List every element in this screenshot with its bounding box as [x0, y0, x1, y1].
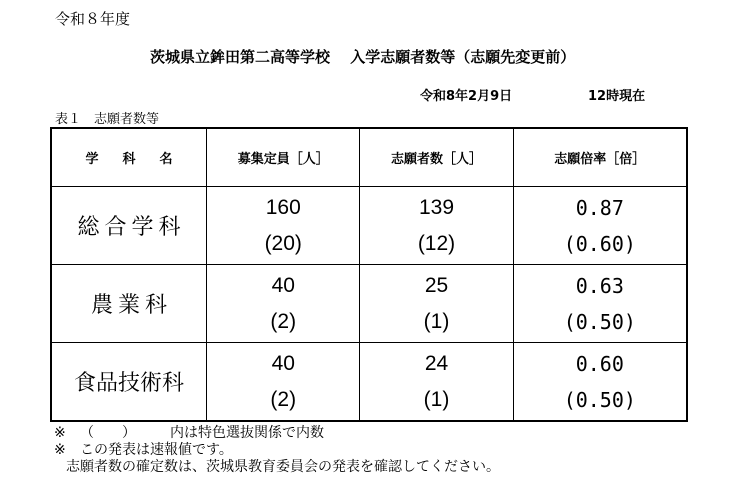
capacity-sub-value: (20)	[264, 231, 302, 255]
department-name: 農業科	[51, 265, 207, 343]
ratio-value: 0.60	[575, 351, 624, 376]
capacity-cell	[207, 343, 360, 422]
capacity-cell	[207, 187, 360, 265]
footnote-confirmation: 志願者数の確定数は、茨城県教育委員会の発表を確認してください。	[66, 459, 500, 475]
applicants-value: 25	[424, 273, 449, 297]
department-name: 食品技術科	[51, 343, 207, 422]
ratio-sub-value: (0.50)	[563, 309, 636, 334]
capacity-sub-value: (2)	[270, 309, 297, 333]
applicants-value: 139	[418, 195, 455, 219]
ratio-sub-value: (0.50)	[563, 387, 636, 412]
capacity-value: 160	[265, 195, 301, 219]
footnote-special-selection	[54, 425, 500, 442]
note-parentheses: （ ）	[80, 425, 136, 441]
as-of-time: 12時現在	[588, 89, 646, 104]
ratio-value: 0.63	[575, 273, 624, 298]
as-of-datetime	[420, 85, 646, 104]
table-row	[51, 187, 687, 265]
applicants-cell	[360, 343, 513, 422]
capacity-cell	[207, 265, 360, 343]
header-ratio: 志願倍率［倍］	[513, 128, 687, 187]
header-department: 学科名	[51, 128, 207, 187]
capacity-value: 40	[271, 273, 295, 297]
applicants-table	[50, 127, 688, 422]
capacity-value: 40	[271, 351, 295, 375]
footnotes	[54, 425, 500, 476]
ratio-sub-value: (0.60)	[563, 231, 636, 256]
page-title: 茨城県立鉾田第二高等学校 入学志願者数等（志願先変更前）	[150, 48, 576, 66]
capacity-sub-value: (2)	[270, 387, 297, 411]
applicants-sub-value: (1)	[423, 309, 450, 333]
note-text: この発表は速報値です。	[80, 442, 233, 458]
as-of-date: 令和8年2月9日	[420, 89, 513, 104]
note-mark: ※	[54, 442, 66, 458]
applicants-sub-value: (12)	[417, 231, 456, 255]
table-row	[51, 343, 687, 422]
department-name: 総合学科	[51, 187, 207, 265]
note-text: 内は特色選抜関係で内数	[170, 425, 324, 441]
table-caption: 表１ 志願者数等	[55, 112, 160, 127]
applicants-sub-value: (1)	[423, 387, 450, 411]
header-applicants: 志願者数［人］	[360, 128, 513, 187]
note-mark: ※	[54, 425, 66, 441]
ratio-cell	[513, 343, 687, 422]
applicants-cell	[360, 187, 513, 265]
applicants-cell	[360, 265, 513, 343]
ratio-cell	[513, 187, 687, 265]
footnote-preliminary	[54, 442, 500, 459]
applicants-value: 24	[424, 351, 449, 375]
table-row	[51, 265, 687, 343]
ratio-cell	[513, 265, 687, 343]
fiscal-year-label: 令和８年度	[55, 10, 131, 28]
table-header-row	[51, 128, 687, 187]
header-capacity: 募集定員［人］	[207, 128, 360, 187]
ratio-value: 0.87	[575, 195, 624, 220]
